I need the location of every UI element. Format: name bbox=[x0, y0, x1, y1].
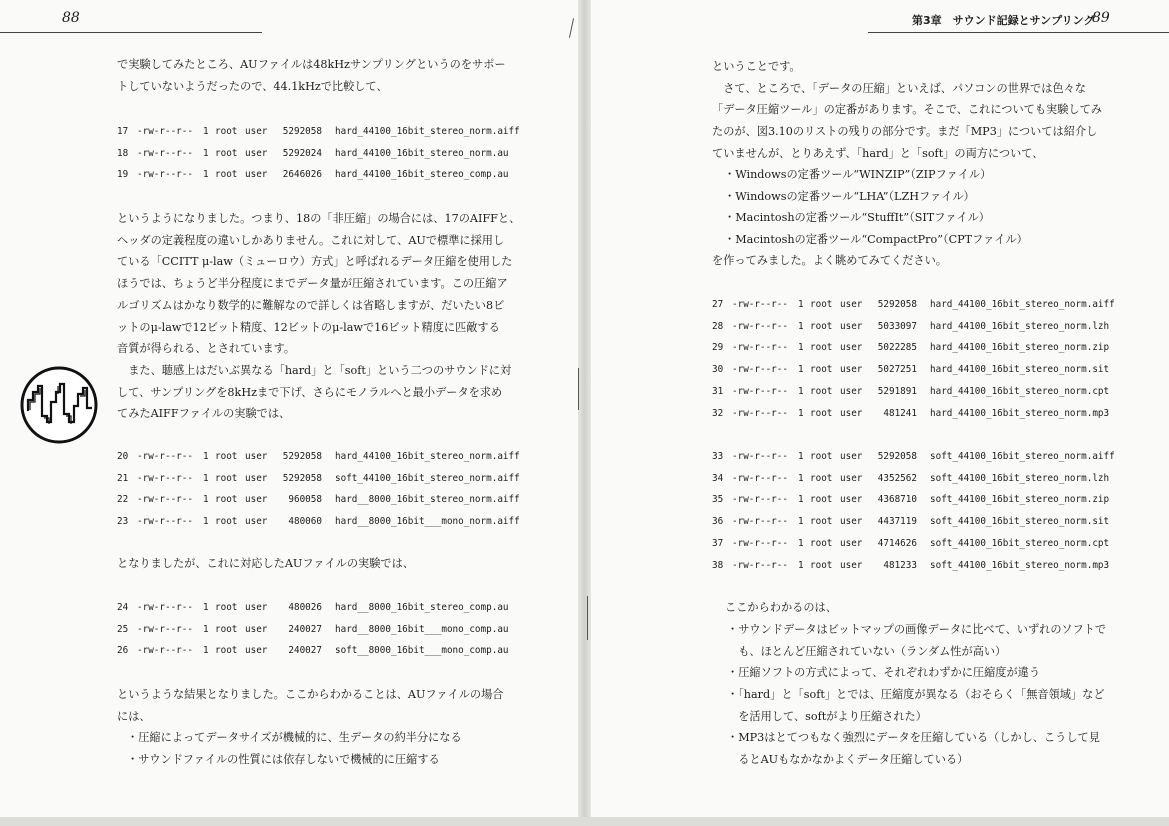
line-number: 25 bbox=[117, 623, 129, 635]
group: user bbox=[840, 537, 863, 549]
permissions: -rw-r--r-- bbox=[137, 516, 193, 528]
line-number: 21 bbox=[117, 472, 129, 484]
body-line: さて、ところで、「データの圧縮」といえば、パソコンの世界では色々な bbox=[712, 81, 1086, 95]
file-size: 5292058 bbox=[877, 451, 917, 462]
owner: root bbox=[810, 299, 833, 310]
link-count: 1 bbox=[798, 451, 804, 462]
line-number: 36 bbox=[712, 516, 724, 528]
group: user bbox=[840, 407, 863, 419]
group: user bbox=[245, 494, 268, 506]
file-name: hard_44100_16bit_stereo_norm.au bbox=[335, 147, 509, 159]
permissions: -rw-r--r-- bbox=[137, 494, 193, 506]
file-name: hard_44100_16bit_stereo_norm.aiff bbox=[930, 299, 1115, 310]
group: user bbox=[840, 451, 863, 462]
body-line: たのが、図3.10のリストの残りの部分です。まだ「MP3」については紹介し bbox=[712, 125, 1098, 139]
left-bullet-list bbox=[127, 727, 462, 770]
owner: root bbox=[810, 407, 833, 419]
body-line: というような結果となりました。ここからわかることは、AUファイルの場合 bbox=[117, 688, 504, 701]
link-count: 1 bbox=[798, 342, 804, 354]
file-size: 5022285 bbox=[877, 342, 917, 354]
body-line: トしていないようだったので、44.1kHzで比較して、 bbox=[117, 79, 388, 93]
permissions: -rw-r--r-- bbox=[137, 472, 193, 484]
group: user bbox=[245, 451, 268, 462]
body-line: ットのμ-lawで12ビット精度、12ビットのμ-lawで16ビット精度に匹敵する bbox=[117, 320, 500, 334]
file-size: 5027251 bbox=[877, 364, 917, 376]
file-size: 960058 bbox=[288, 494, 322, 506]
file-name: hard_44100_16bit_stereo_norm.aiff bbox=[335, 451, 520, 462]
tool-list bbox=[724, 164, 1028, 251]
file-size: 5033097 bbox=[877, 320, 917, 332]
link-count: 1 bbox=[798, 385, 804, 397]
bullet-item: ・圧縮によってデータサイズが機械的に、生データの約半分になる bbox=[127, 731, 462, 744]
permissions: -rw-r--r-- bbox=[732, 451, 788, 462]
permissions: -rw-r--r-- bbox=[732, 299, 788, 310]
group: user bbox=[245, 126, 268, 137]
file-size: 2646026 bbox=[282, 169, 322, 181]
file-size: 481241 bbox=[883, 407, 917, 419]
owner: root bbox=[215, 645, 238, 657]
permissions: -rw-r--r-- bbox=[137, 169, 193, 181]
file-name: soft_44100_16bit_stereo_norm.aiff bbox=[930, 451, 1115, 462]
file-name: soft_44100_16bit_stereo_norm.lzh bbox=[930, 472, 1110, 484]
permissions: -rw-r--r-- bbox=[732, 385, 788, 397]
file-size: 5292058 bbox=[282, 126, 322, 137]
owner: root bbox=[215, 126, 238, 137]
line-number: 17 bbox=[117, 126, 129, 137]
line-number: 23 bbox=[117, 516, 129, 528]
bullet-item: ・サウンドファイルの性質には依存しないで機械的に圧縮する bbox=[127, 752, 440, 766]
group: user bbox=[840, 364, 863, 376]
header-rule-left bbox=[0, 32, 262, 33]
left-para-4 bbox=[117, 684, 503, 727]
link-count: 1 bbox=[203, 472, 209, 484]
file-size: 5292058 bbox=[282, 472, 322, 484]
file-size: 4714626 bbox=[877, 537, 917, 549]
file-name: hard__8000_16bit_stereo_norm.aiff bbox=[335, 494, 520, 506]
file-size: 4352562 bbox=[877, 472, 917, 484]
body-line: ほうでは、ちょうど半分程度にまでデータ量が圧縮されています。この圧縮ア bbox=[117, 277, 508, 291]
link-count: 1 bbox=[203, 645, 209, 657]
line-number: 27 bbox=[712, 299, 724, 310]
link-count: 1 bbox=[203, 602, 209, 613]
body-line: ていませんが、とりあえず、「hard」と「soft」の両方について、 bbox=[712, 146, 1044, 160]
link-count: 1 bbox=[203, 451, 209, 462]
tool-item: ・Windowsの定番ツール“LHA”（LZHファイル） bbox=[724, 189, 975, 203]
left-intro-paragraph bbox=[117, 54, 506, 97]
file-name: hard_44100_16bit_stereo_norm.cpt bbox=[930, 385, 1110, 397]
link-count: 1 bbox=[203, 147, 209, 159]
body-line: 音質が得られる、とされています。 bbox=[117, 342, 296, 356]
finding-item: を活用して、softがより圧縮された） bbox=[727, 709, 927, 723]
file-size: 480060 bbox=[288, 516, 322, 528]
group: user bbox=[840, 342, 863, 354]
link-count: 1 bbox=[203, 126, 209, 137]
owner: root bbox=[810, 472, 833, 484]
line-number: 22 bbox=[117, 494, 129, 506]
finding-item: るとAUもなかなかよくデータ圧縮している） bbox=[727, 753, 969, 767]
file-name: hard__8000_16bit_stereo_comp.au bbox=[335, 602, 509, 613]
body-line: ということです。 bbox=[712, 60, 801, 73]
owner: root bbox=[215, 472, 238, 484]
link-count: 1 bbox=[203, 169, 209, 181]
link-count: 1 bbox=[203, 623, 209, 635]
owner: root bbox=[215, 169, 238, 181]
body-line: ヘッダの定義程度の違いしかありません。これに対して、AUで標準に採用し bbox=[117, 233, 505, 247]
owner: root bbox=[215, 623, 238, 635]
file-name: soft_44100_16bit_stereo_norm.aiff bbox=[335, 472, 520, 484]
group: user bbox=[840, 472, 863, 484]
group: user bbox=[245, 169, 268, 181]
file-size: 5292024 bbox=[282, 147, 322, 159]
file-name: hard_44100_16bit_stereo_norm.zip bbox=[930, 342, 1110, 354]
file-size: 481233 bbox=[883, 559, 917, 571]
line-number: 35 bbox=[712, 494, 724, 506]
permissions: -rw-r--r-- bbox=[732, 364, 788, 376]
tool-item: ・Macintoshの定番ツール“StuffIt”（SITファイル） bbox=[724, 211, 990, 225]
file-name: soft_44100_16bit_stereo_norm.sit bbox=[930, 516, 1110, 528]
line-number: 19 bbox=[117, 169, 129, 181]
book-gutter bbox=[578, 0, 591, 826]
link-count: 1 bbox=[798, 364, 804, 376]
findings-intro: ここからわかるのは、 bbox=[725, 601, 837, 614]
line-number: 31 bbox=[712, 385, 724, 397]
link-count: 1 bbox=[798, 299, 804, 310]
group: user bbox=[245, 602, 268, 613]
file-name: hard_44100_16bit_stereo_comp.au bbox=[335, 169, 509, 181]
permissions: -rw-r--r-- bbox=[137, 451, 193, 462]
finding-item: ・「hard」と「soft」とでは、圧縮度が異なる（おそらく「無音領域」など bbox=[727, 688, 1105, 702]
file-size: 5292058 bbox=[282, 451, 322, 462]
link-count: 1 bbox=[203, 494, 209, 506]
line-number: 33 bbox=[712, 451, 724, 462]
file-size: 5291891 bbox=[877, 385, 917, 397]
group: user bbox=[840, 516, 863, 528]
file-name: hard_44100_16bit_stereo_norm.aiff bbox=[335, 126, 520, 137]
body-line: ルゴリズムはかなり数学的に難解なので詳しくは省略しますが、だいたい8ビ bbox=[117, 298, 505, 312]
file-name: hard__8000_16bit___mono_comp.au bbox=[335, 623, 509, 635]
body-line: また、聴感上はだいぶ異なる「hard」と「soft」という二つのサウンドに対 bbox=[117, 363, 512, 377]
owner: root bbox=[215, 516, 238, 528]
owner: root bbox=[810, 342, 833, 354]
link-count: 1 bbox=[798, 407, 804, 419]
line-number: 32 bbox=[712, 407, 724, 419]
finding-item: ・サウンドデータはビットマップの画像データに比べて、いずれのソフトで bbox=[727, 623, 1107, 636]
line-number: 38 bbox=[712, 559, 724, 571]
link-count: 1 bbox=[798, 320, 804, 332]
group: user bbox=[245, 147, 268, 159]
file-size: 240027 bbox=[288, 623, 322, 635]
gutter-mark bbox=[587, 596, 588, 640]
finding-item: ・圧縮ソフトの方式によって、それぞれわずかに圧縮度が違う bbox=[727, 666, 1041, 680]
square-wave-circle-icon bbox=[20, 366, 98, 444]
file-name: soft_44100_16bit_stereo_norm.cpt bbox=[930, 537, 1110, 549]
owner: root bbox=[215, 494, 238, 506]
gutter-mark bbox=[578, 368, 579, 410]
header-rule-right bbox=[868, 32, 1169, 33]
tool-item: ・Macintoshの定番ツール“CompactPro”（CPTファイル） bbox=[724, 233, 1028, 247]
owner: root bbox=[215, 602, 238, 613]
chapter-title: 第3章 サウンド記録とサンプリング bbox=[912, 14, 1095, 27]
permissions: -rw-r--r-- bbox=[732, 472, 788, 484]
page-number-right: 89 bbox=[1092, 10, 1110, 26]
file-name: soft__8000_16bit___mono_comp.au bbox=[335, 645, 509, 657]
file-name: soft_44100_16bit_stereo_norm.mp3 bbox=[930, 559, 1110, 571]
file-name: hard_44100_16bit_stereo_norm.sit bbox=[930, 364, 1110, 376]
group: user bbox=[840, 494, 863, 506]
link-count: 1 bbox=[798, 516, 804, 528]
file-name: hard__8000_16bit___mono_norm.aiff bbox=[335, 516, 520, 528]
body-line: には、 bbox=[117, 709, 151, 723]
link-count: 1 bbox=[798, 472, 804, 484]
file-size: 480026 bbox=[288, 602, 322, 613]
owner: root bbox=[810, 559, 833, 571]
line-number: 24 bbox=[117, 602, 129, 613]
body-line: ている「CCITT μ-law（ミューロウ）方式」と呼ばれるデータ圧縮を使用した bbox=[117, 255, 513, 269]
owner: root bbox=[215, 147, 238, 159]
link-count: 1 bbox=[798, 494, 804, 506]
line-number: 30 bbox=[712, 364, 724, 376]
permissions: -rw-r--r-- bbox=[732, 516, 788, 528]
file-size: 4368710 bbox=[877, 494, 917, 506]
body-line: てみたAIFFファイルの実験では、 bbox=[117, 407, 291, 421]
line-number: 20 bbox=[117, 451, 129, 462]
group: user bbox=[840, 299, 863, 310]
link-count: 1 bbox=[203, 516, 209, 528]
owner: root bbox=[810, 537, 833, 549]
group: user bbox=[840, 559, 863, 571]
body-line: で実験してみたところ、AUファイルは48kHzサンプリングというのをサポー bbox=[117, 58, 506, 71]
left-para-3: となりましたが、これに対応したAUファイルの実験では、 bbox=[117, 557, 414, 570]
permissions: -rw-r--r-- bbox=[732, 537, 788, 549]
permissions: -rw-r--r-- bbox=[137, 147, 193, 159]
owner: root bbox=[810, 516, 833, 528]
group: user bbox=[245, 516, 268, 528]
permissions: -rw-r--r-- bbox=[732, 320, 788, 332]
permissions: -rw-r--r-- bbox=[732, 342, 788, 354]
group: user bbox=[245, 472, 268, 484]
permissions: -rw-r--r-- bbox=[137, 645, 193, 657]
file-name: hard_44100_16bit_stereo_norm.lzh bbox=[930, 320, 1110, 332]
page-number-left: 88 bbox=[62, 10, 80, 26]
link-count: 1 bbox=[798, 537, 804, 549]
line-number: 37 bbox=[712, 537, 724, 549]
file-name: soft_44100_16bit_stereo_norm.zip bbox=[930, 494, 1110, 506]
group: user bbox=[840, 385, 863, 397]
group: user bbox=[840, 320, 863, 332]
line-number: 34 bbox=[712, 472, 724, 484]
line-number: 26 bbox=[117, 645, 129, 657]
findings-list bbox=[727, 619, 1106, 771]
permissions: -rw-r--r-- bbox=[732, 494, 788, 506]
right-intro-paragraph bbox=[712, 56, 1102, 165]
permissions: -rw-r--r-- bbox=[732, 407, 788, 419]
link-count: 1 bbox=[798, 559, 804, 571]
owner: root bbox=[810, 451, 833, 462]
body-line: というようになりました。つまり、18の「非圧縮」の場合には、17のAIFFと、 bbox=[117, 212, 521, 225]
page-bottom-edge bbox=[0, 817, 1169, 826]
owner: root bbox=[810, 320, 833, 332]
group: user bbox=[245, 623, 268, 635]
body-line: 「データ圧縮ツール」の定番があります。そこで、これについても実験してみ bbox=[712, 103, 1102, 117]
left-body-paragraph bbox=[117, 208, 520, 425]
finding-item: も、ほとんど圧縮されていない（ランダム性が高い） bbox=[727, 644, 1007, 658]
finding-item: ・MP3はとてつもなく強烈にデータを圧縮している（しかし、こうして見 bbox=[727, 731, 1100, 745]
file-size: 5292058 bbox=[877, 299, 917, 310]
owner: root bbox=[810, 494, 833, 506]
line-number: 18 bbox=[117, 147, 129, 159]
right-after-tools: を作ってみました。よく眺めてみてください。 bbox=[712, 254, 947, 267]
line-number: 28 bbox=[712, 320, 724, 332]
line-number: 29 bbox=[712, 342, 724, 354]
owner: root bbox=[810, 385, 833, 397]
file-size: 4437119 bbox=[877, 516, 917, 528]
permissions: -rw-r--r-- bbox=[137, 602, 193, 613]
file-name: hard_44100_16bit_stereo_norm.mp3 bbox=[930, 407, 1110, 419]
owner: root bbox=[215, 451, 238, 462]
owner: root bbox=[810, 364, 833, 376]
tool-item: ・Windowsの定番ツール“WINZIP”（ZIPファイル） bbox=[724, 168, 992, 181]
permissions: -rw-r--r-- bbox=[732, 559, 788, 571]
group: user bbox=[245, 645, 268, 657]
body-line: して、サンプリングを8kHzまで下げ、さらにモノラルへと最小データを求め bbox=[117, 385, 503, 399]
file-size: 240027 bbox=[288, 645, 322, 657]
permissions: -rw-r--r-- bbox=[137, 623, 193, 635]
permissions: -rw-r--r-- bbox=[137, 126, 193, 137]
